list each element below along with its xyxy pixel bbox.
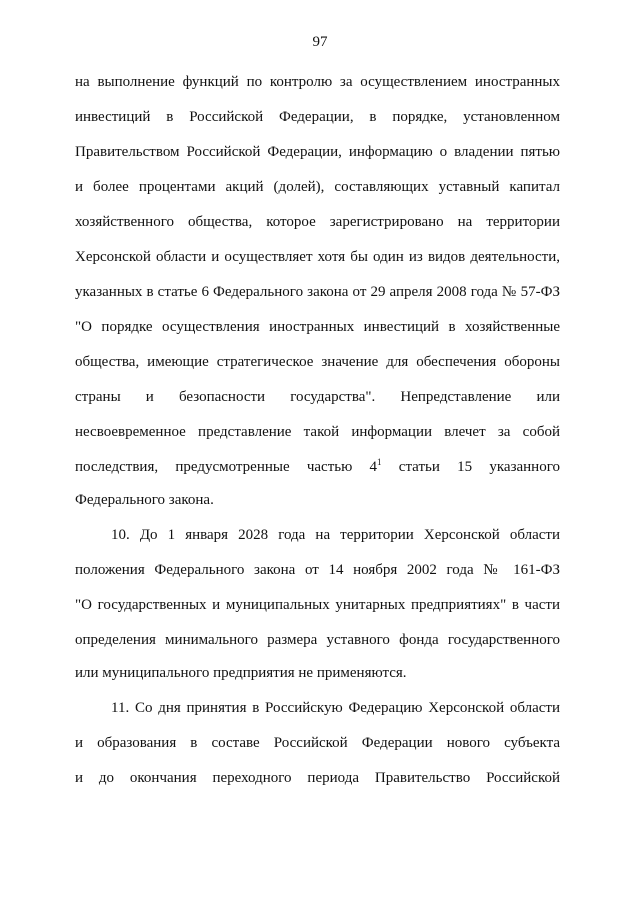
- text-line: и до окончания переходного периода Правительство Российской: [75, 770, 560, 786]
- text-line: общества, имеющие стратегическое значение для обеспечения обороны: [75, 354, 560, 370]
- text-line: или муниципального предприятия не применяются.: [75, 665, 407, 681]
- superscript: 1: [377, 457, 382, 467]
- text-line-with-superscript: [75, 457, 560, 477]
- text-line: и более процентами акций (долей), составляющих уставный капитал: [75, 179, 560, 195]
- page-number: 97: [312, 34, 328, 50]
- text-line: определения минимального размера уставного фонда государственного: [75, 632, 560, 648]
- text-line: "О государственных и муниципальных унитарных предприятиях" в части: [75, 597, 560, 613]
- text-line: Федерального закона.: [75, 492, 214, 508]
- text-line: указанных в статье 6 Федерального закона от 29 апреля 2008 года № 57-ФЗ: [75, 284, 560, 300]
- text-line: "О порядке осуществления иностранных инвестиций в хозяйственные: [75, 319, 560, 335]
- text-line: положения Федерального закона от 14 ноября 2002 года № 161-ФЗ: [75, 562, 560, 578]
- text-line: на выполнение функций по контролю за осуществлением иностранных: [75, 74, 560, 90]
- text-line: 10. До 1 января 2028 года на территории Херсонской области: [111, 527, 560, 543]
- text-line: Херсонской области и осуществляет хотя бы один из видов деятельности,: [75, 249, 560, 265]
- text-line: страны и безопасности государства". Непредставление или: [75, 389, 560, 405]
- text-line: хозяйственного общества, которое зарегистрировано на территории: [75, 214, 560, 230]
- text-line: инвестиций в Российской Федерации, в порядке, установленном: [75, 109, 560, 125]
- text-line: Правительством Российской Федерации, информацию о владении пятью: [75, 144, 560, 160]
- text-line: и образования в составе Российской Федерации нового субъекта: [75, 735, 560, 751]
- text-line: несвоевременное представление такой информации влечет за собой: [75, 424, 560, 440]
- text-line: 11. Со дня принятия в Российскую Федерацию Херсонской области: [111, 700, 560, 716]
- text-fragment: статьи 15 указанного: [381, 459, 560, 475]
- text-fragment: последствия, предусмотренные частью 4: [75, 459, 378, 475]
